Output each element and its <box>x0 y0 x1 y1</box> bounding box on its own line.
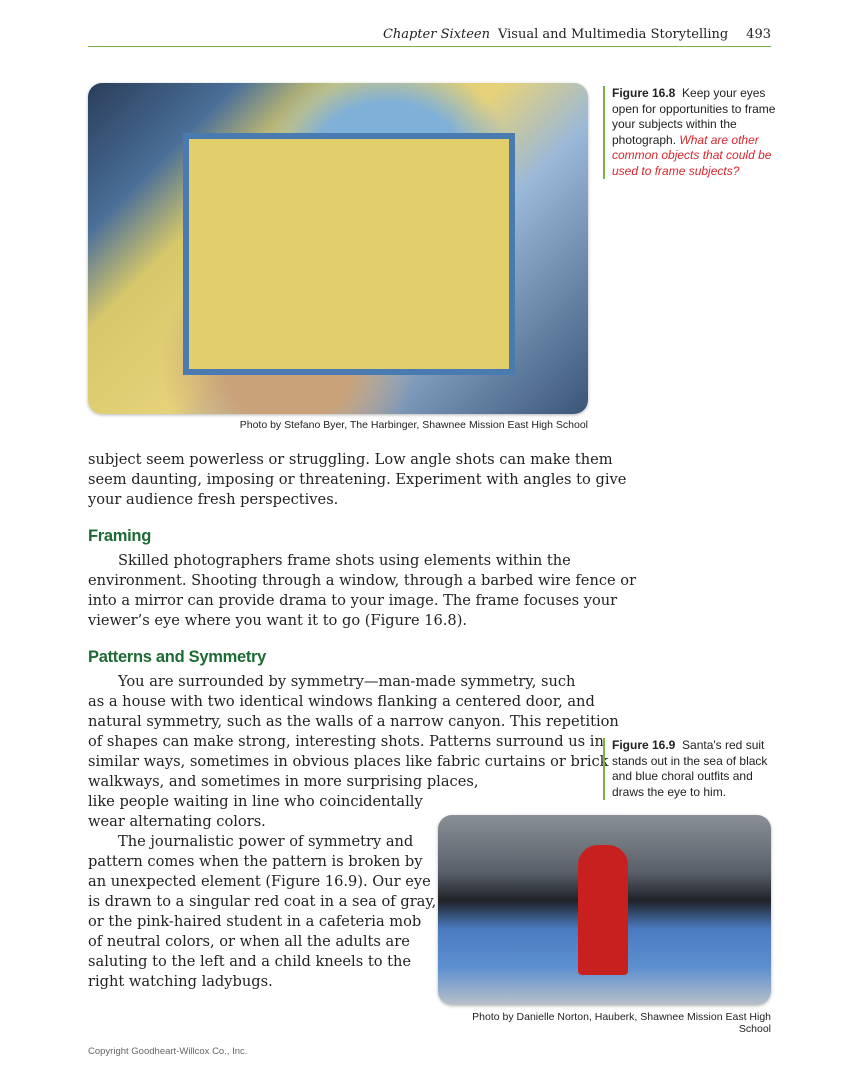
text-line: into a mirror can provide drama to your image. The frame focuses your <box>88 592 618 609</box>
text-line: of neutral colors, or when all the adults are <box>88 933 410 950</box>
text-line: your audience fresh perspectives. <box>88 491 339 508</box>
text-line: walkways, and sometimes in more surprising places, <box>88 773 479 790</box>
photo-credit-16-9: Photo by Danielle Norton, Hauberk, Shawnee Mission East High School <box>472 1011 771 1035</box>
figure-16-9-caption <box>603 738 777 800</box>
text-line: natural symmetry, such as the walls of a narrow canyon. This repetition <box>88 713 619 730</box>
chapter-title: Visual and Multimedia Storytelling <box>497 27 729 42</box>
photo-credit-16-8: Photo by Stefano Byer, The Harbinger, Shawnee Mission East High School <box>239 419 588 431</box>
text-line: seem daunting, imposing or threatening. Experiment with angles to give <box>88 471 627 488</box>
choir-santa-photo <box>438 815 771 1005</box>
caption-question: What are other common objects that could be used to frame subjects? <box>612 132 772 178</box>
text-line: similar ways, sometimes in obvious places like fabric curtains or brick <box>88 753 609 770</box>
text-line: pattern comes when the pattern is broken by <box>88 853 423 870</box>
framing-heading: Framing <box>88 527 151 545</box>
text-line: an unexpected element (Figure 16.9). Our eye <box>88 873 431 890</box>
copyright-footer: Copyright Goodheart-Willcox Co., Inc. <box>88 1046 248 1057</box>
text-line: subject seem powerless or struggling. Low angle shots can make them <box>88 451 613 468</box>
text-line: Skilled photographers frame shots using elements within the <box>118 552 571 569</box>
text-line: viewer’s eye where you want it to go (Figure 16.8). <box>88 612 468 629</box>
text-line: wear alternating colors. <box>88 813 266 830</box>
stairwell-photo <box>88 83 588 414</box>
page-number: 493 <box>746 27 771 42</box>
figure-label: Figure 16.8 <box>612 86 676 100</box>
framing-paragraph <box>88 551 636 631</box>
running-header <box>88 27 771 47</box>
text-line: as a house with two identical windows flanking a centered door, and <box>88 693 595 710</box>
figure-16-8-caption <box>603 86 777 179</box>
caption-text: Santa's red suit stands out in the sea of black and blue choral outfits and draws the eye to him. <box>612 738 768 799</box>
chapter-label: Chapter Sixteen <box>382 27 490 42</box>
intro-paragraph <box>88 450 626 510</box>
text-line: saluting to the left and a child kneels to the <box>88 953 412 970</box>
text-line: right watching ladybugs. <box>88 973 273 990</box>
text-line: or the pink-haired student in a cafeteria mob <box>88 913 422 930</box>
text-line: is drawn to a singular red coat in a sea of gray, <box>88 893 437 910</box>
text-line: like people waiting in line who coincidentally <box>88 793 423 810</box>
caption-text: Keep your eyes open for opportunities to frame your subjects within the photograph. <box>612 86 776 147</box>
text-line: environment. Shooting through a window, through a barbed wire fence or <box>88 572 637 589</box>
text-line: The journalistic power of symmetry and <box>118 833 414 850</box>
patterns-heading: Patterns and Symmetry <box>88 648 267 666</box>
figure-label: Figure 16.9 <box>612 738 676 752</box>
text-line: You are surrounded by symmetry—man-made symmetry, such <box>118 673 576 690</box>
text-line: of shapes can make strong, interesting shots. Patterns surround us in <box>88 733 604 750</box>
